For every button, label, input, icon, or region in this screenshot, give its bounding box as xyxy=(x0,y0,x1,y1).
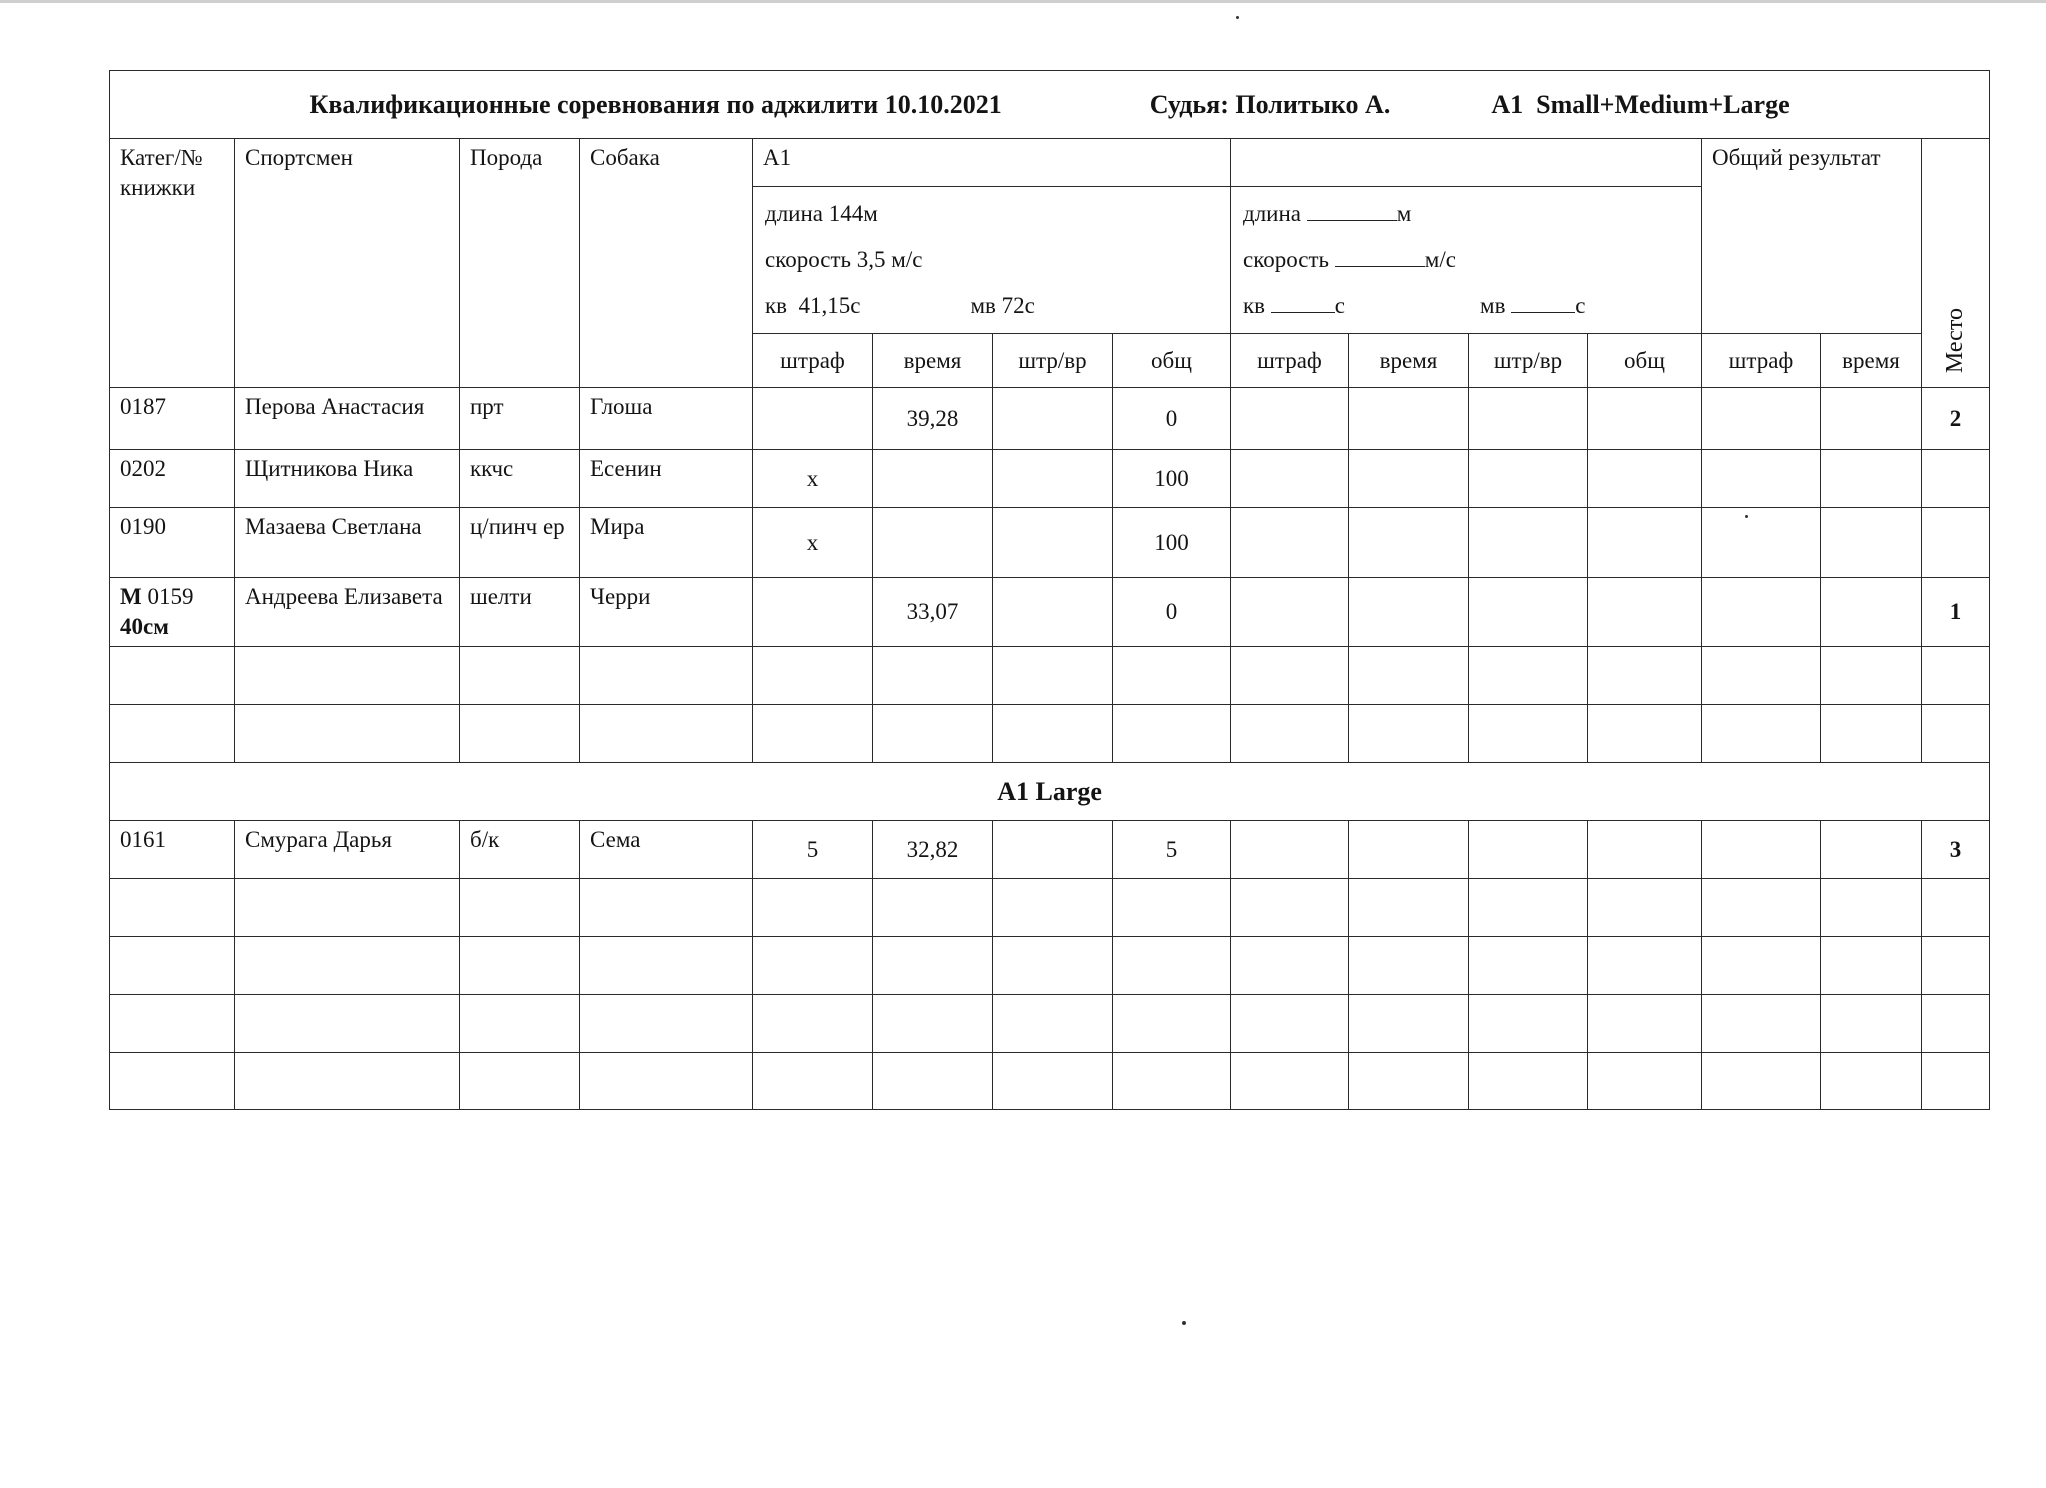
total-cell: 0 xyxy=(1113,388,1231,450)
cat-cell xyxy=(110,578,235,647)
table-row xyxy=(110,821,1990,879)
empty-cell xyxy=(1821,508,1922,578)
sheet-title xyxy=(110,71,1990,139)
run2-time-header: время xyxy=(1349,334,1469,388)
run2-conditions xyxy=(1231,187,1702,334)
time-cell: 39,28 xyxy=(873,388,993,450)
time-cell: 32,82 xyxy=(873,821,993,879)
run2-length-label: длина xyxy=(1243,201,1302,226)
empty-cell xyxy=(1702,508,1821,578)
empty-cell xyxy=(1349,388,1469,450)
time-penalty-cell xyxy=(993,578,1113,647)
empty-cell xyxy=(1231,578,1349,647)
scan-speck xyxy=(1236,16,1239,19)
empty-cell xyxy=(1469,578,1588,647)
time-penalty-cell xyxy=(993,450,1113,508)
place-label: Место xyxy=(1942,307,1969,373)
empty-row xyxy=(110,647,1990,705)
empty-cell xyxy=(1821,388,1922,450)
overall-penalty-header: штраф xyxy=(1702,334,1821,388)
run1-conditions xyxy=(753,187,1231,334)
header-run1: A1 xyxy=(753,139,1231,187)
breed-cell: шелти xyxy=(460,578,580,647)
run1-time-penalty-header: штр/вр xyxy=(993,334,1113,388)
penalty-cell xyxy=(753,578,873,647)
run2-mv-unit: с xyxy=(1575,293,1586,318)
empty-cell xyxy=(1469,508,1588,578)
empty-row xyxy=(110,937,1990,995)
section-row xyxy=(110,763,1990,821)
table-row xyxy=(110,388,1990,450)
run1-penalty-header: штраф xyxy=(753,334,873,388)
empty-cell xyxy=(1349,508,1469,578)
dog-cell: Черри xyxy=(580,578,753,647)
table-row xyxy=(110,578,1990,647)
header-cat: Катег/№ книжки xyxy=(110,139,235,388)
section-title-large: A1 Large xyxy=(110,763,1990,821)
time-penalty-cell xyxy=(993,508,1113,578)
place-cell: 3 xyxy=(1922,821,1990,879)
empty-cell xyxy=(1821,821,1922,879)
breed-cell: прт xyxy=(460,388,580,450)
empty-row xyxy=(110,1053,1990,1110)
breed-cell: ккчс xyxy=(460,450,580,508)
empty-cell xyxy=(1702,388,1821,450)
judge-name: Судья: Политыко А. xyxy=(1149,89,1391,119)
empty-cell xyxy=(1588,578,1702,647)
cat-height: 40см xyxy=(120,614,169,639)
total-cell: 100 xyxy=(1113,450,1231,508)
athlete-cell: Андреева Елизавета xyxy=(235,578,460,647)
athlete-cell: Смурага Дарья xyxy=(235,821,460,879)
empty-cell xyxy=(1231,450,1349,508)
run2-speed-label: скорость xyxy=(1243,247,1330,272)
run2-speed-unit: м/с xyxy=(1424,247,1456,272)
cat-prefix: М xyxy=(120,584,142,609)
header-run2 xyxy=(1231,139,1702,187)
run1-length: длина 144м xyxy=(765,201,878,226)
empty-cell xyxy=(1349,450,1469,508)
overall-time-header: время xyxy=(1821,334,1922,388)
total-cell: 0 xyxy=(1113,578,1231,647)
empty-row xyxy=(110,879,1990,937)
total-cell: 5 xyxy=(1113,821,1231,879)
header-dog: Собака xyxy=(580,139,753,388)
empty-cell xyxy=(1469,821,1588,879)
cat-cell: 0202 xyxy=(110,450,235,508)
place-cell xyxy=(1922,508,1990,578)
dog-cell: Глоша xyxy=(580,388,753,450)
dog-cell: Сема xyxy=(580,821,753,879)
run1-speed: скорость 3,5 м/с xyxy=(765,247,923,272)
penalty-cell: х xyxy=(753,450,873,508)
empty-cell xyxy=(1588,450,1702,508)
header-athlete: Спортсмен xyxy=(235,139,460,388)
header-place xyxy=(1922,139,1990,388)
empty-row xyxy=(110,995,1990,1053)
cat-number: 0159 xyxy=(147,584,194,609)
class-title: A1 Small+Medium+Large xyxy=(1491,89,1790,119)
empty-row xyxy=(110,705,1990,763)
empty-cell xyxy=(1231,508,1349,578)
empty-cell xyxy=(1702,821,1821,879)
athlete-cell: Мазаева Светлана xyxy=(235,508,460,578)
header-row xyxy=(110,139,1990,187)
total-cell: 100 xyxy=(1113,508,1231,578)
run2-length-blank xyxy=(1307,198,1397,221)
penalty-cell: 5 xyxy=(753,821,873,879)
run2-speed-blank xyxy=(1335,244,1425,267)
time-cell: 33,07 xyxy=(873,578,993,647)
table-row xyxy=(110,508,1990,578)
run2-total-header: общ xyxy=(1588,334,1702,388)
empty-cell xyxy=(1469,450,1588,508)
athlete-cell: Щитникова Ника xyxy=(235,450,460,508)
run1-total-header: общ xyxy=(1113,334,1231,388)
run1-time-header: время xyxy=(873,334,993,388)
scan-speck xyxy=(1182,1321,1186,1325)
run1-kv: кв 41,15с xyxy=(765,293,861,318)
header-breed: Порода xyxy=(460,139,580,388)
table-row xyxy=(110,450,1990,508)
dog-cell: Мира xyxy=(580,508,753,578)
empty-cell xyxy=(1588,388,1702,450)
cat-cell: 0161 xyxy=(110,821,235,879)
empty-cell xyxy=(1588,508,1702,578)
empty-cell xyxy=(1349,821,1469,879)
header-overall: Общий результат xyxy=(1702,139,1922,334)
empty-cell xyxy=(1469,388,1588,450)
empty-cell xyxy=(1349,578,1469,647)
place-cell: 1 xyxy=(1922,578,1990,647)
run2-time-penalty-header: штр/вр xyxy=(1469,334,1588,388)
run2-length-unit: м xyxy=(1396,201,1412,226)
empty-cell xyxy=(1231,388,1349,450)
empty-cell xyxy=(1821,578,1922,647)
run2-kv-label: кв xyxy=(1243,293,1266,318)
time-cell xyxy=(873,508,993,578)
dog-cell: Есенин xyxy=(580,450,753,508)
penalty-cell: х xyxy=(753,508,873,578)
run1-mv: мв 72с xyxy=(970,293,1035,318)
run2-penalty-header: штраф xyxy=(1231,334,1349,388)
time-cell xyxy=(873,450,993,508)
scan-top-edge xyxy=(0,0,2046,3)
cat-cell: 0190 xyxy=(110,508,235,578)
empty-cell xyxy=(1821,450,1922,508)
title-row xyxy=(110,71,1990,139)
empty-cell xyxy=(1702,450,1821,508)
penalty-cell xyxy=(753,388,873,450)
breed-cell: ц/пинч ер xyxy=(460,508,580,578)
run2-kv-blank xyxy=(1271,290,1335,313)
athlete-cell: Перова Анастасия xyxy=(235,388,460,450)
empty-cell xyxy=(1588,821,1702,879)
cat-cell: 0187 xyxy=(110,388,235,450)
time-penalty-cell xyxy=(993,388,1113,450)
competition-title: Квалификационные соревнования по аджилити 10.10.2021 xyxy=(309,89,1002,119)
breed-cell: б/к xyxy=(460,821,580,879)
place-cell xyxy=(1922,450,1990,508)
run2-kv-unit: с xyxy=(1334,293,1346,318)
empty-cell xyxy=(1702,578,1821,647)
time-penalty-cell xyxy=(993,821,1113,879)
results-table xyxy=(109,70,1990,1110)
run2-mv-blank xyxy=(1511,290,1575,313)
run2-mv-label: мв xyxy=(1480,293,1506,318)
empty-cell xyxy=(1231,821,1349,879)
place-cell: 2 xyxy=(1922,388,1990,450)
